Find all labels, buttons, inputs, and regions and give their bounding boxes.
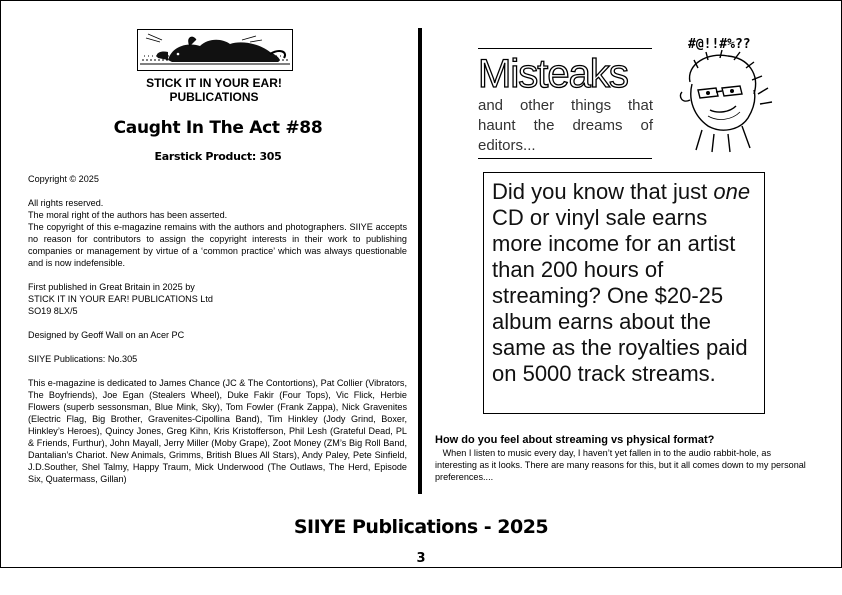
footer-title: SIIYE Publications - 2025 <box>293 516 549 538</box>
publisher-name: STICK IT IN YOUR EAR! PUBLICATIONS <box>146 76 282 104</box>
copyright-notice: The copyright of this e-magazine remains with the authors and photographers. SIIYE accepts no reason for contributors to assign the copyright interests in their work to publishing companies or management by virtue of a ‘common practice’ which was always questionable and is now indefensible. <box>28 222 407 268</box>
publication-number: SIIYE Publications: No.305 <box>28 354 138 364</box>
issue-title: Caught In The Act #88 <box>113 118 323 138</box>
designed-by-line: Designed by Geoff Wall on an Acer PC <box>28 330 185 340</box>
answer-text: When I listen to music every day, I haven’t yet fallen in to the audio rabbit-hole, as interesting as it looks. There are many reasons for this, but it all comes down to my personal preferences.... <box>435 448 806 482</box>
fact-emphasis: one <box>713 179 751 204</box>
rights-line: All rights reserved. <box>28 198 104 208</box>
editor-caricature-icon <box>668 34 778 154</box>
caricature-caption: #@!!#%?? <box>688 37 751 52</box>
moral-right-line: The moral right of the authors has been asserted. <box>28 210 228 220</box>
publisher-ltd-line: STICK IT IN YOUR EAR! PUBLICATIONS Ltd <box>28 294 213 304</box>
first-published-line: First published in Great Britain in 2025 by <box>28 282 195 292</box>
misteaks-title: Misteaks <box>478 52 628 96</box>
publisher-logo <box>137 29 293 71</box>
column-divider <box>418 28 422 494</box>
misteaks-subtitle: and other things that haunt the dreams of editors... <box>478 97 653 154</box>
sleeping-dog-icon <box>138 30 292 70</box>
dedication-paragraph: This e-magazine is dedicated to James Chance (JC & The Contortions), Pat Collier (Vibrators, The Boyfriends), Joe Egan (Stealers Wheel), Duke Fakir (Four Tops), Vic Flick, Herbie Flowers (superb sessonsman, Blue Mink, Sky), Tom Fowler (Frank Zappa), Nick Gravenites (Electric Flag, Big Brother, Gravenites-Cipollina Band), Tim Hinkley (Jody Grind, Boxer, Hinkley’s Heroes), Quincy Jones, Greg Kihn, Kris Kristofferson, Phil Lesh (Grateful Dead, PL & Friends, Furthur), John Mayall, Jerry Miller (Moby Grape), Zoot Money (ZM’s Big Roll Band, Dantalian’s Chariot. New Animals, Grimms, British Blues All Stars), Andy Paley, Pete Sinfield, J.D.Souther, Shel Talmy, Happy Traum, Mick Underwood (The Outlaws, The Herd, Episode Six, Quatermass, Gillan) <box>28 378 407 484</box>
misteaks-top-rule <box>478 48 652 49</box>
streaming-question: How do you feel about streaming vs physical format? <box>435 434 715 446</box>
product-number: Earstick Product: 305 <box>154 150 282 163</box>
copyright-line: Copyright © 2025 <box>28 174 99 184</box>
imprint-text <box>28 173 407 485</box>
misteaks-bottom-rule <box>478 158 652 159</box>
page-number: 3 <box>416 551 426 566</box>
fact-text-end: CD or vinyl sale earns more income for an artist than 200 hours of streaming? One $20-25 album earns about the same as the royalties paid on 5000 track streams. <box>492 205 748 386</box>
streaming-answer <box>435 447 815 483</box>
postcode-line: SO19 8LX/5 <box>28 306 78 316</box>
fact-text-start: Did you know that just <box>492 179 714 204</box>
streaming-fact-box <box>483 172 765 414</box>
